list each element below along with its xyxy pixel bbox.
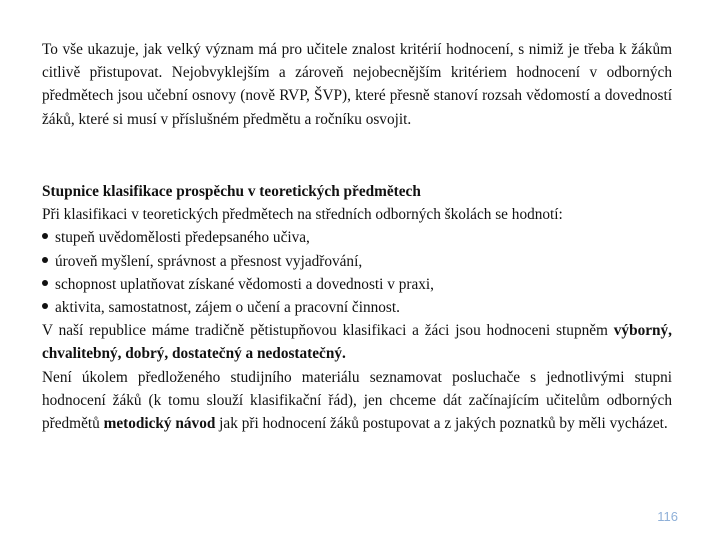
list-item-text: stupeň uvědomělosti předepsaného učiva, — [55, 229, 310, 247]
grades-list: výborný, chvalitebný, dobrý, dostatečný a nedostatečný. — [42, 322, 672, 363]
criteria-list — [42, 226, 672, 319]
bullet-icon — [42, 233, 48, 239]
list-item-text: schopnost uplatňovat získané vědomosti a dovednosti v praxi, — [55, 275, 434, 293]
list-item — [42, 226, 672, 249]
bullet-icon — [42, 257, 48, 263]
list-item — [42, 250, 672, 273]
list-item-text: aktivita, samostatnost, zájem o učení a pracovní činnost. — [55, 299, 400, 317]
page-number: 116 — [657, 509, 678, 524]
grades-paragraph — [42, 319, 672, 365]
closing-paragraph — [42, 366, 672, 436]
bullet-icon — [42, 280, 48, 286]
bullet-icon — [42, 303, 48, 309]
list-item-text: úroveň myšlení, správnost a přesnost vyjadřování, — [55, 252, 363, 270]
section-heading: Stupnice klasifikace prospěchu v teoretických předmětech — [42, 183, 421, 200]
method-guide-term: metodický návod — [103, 415, 216, 433]
grades-text: V naší republice máme tradičně pětistupňovou klasifikaci a žáci jsou hodnoceni stupněm — [42, 322, 614, 340]
list-item — [42, 273, 672, 296]
classification-section — [42, 180, 672, 435]
intro-paragraph: To vše ukazuje, jak velký význam má pro učitele znalost kritérií hodnocení, s nimiž je třeba k žákům citlivě přistupovat. Nejobvyklejším a zároveň nejobecnějším kritériem hodnocení v odborných předmětech jsou učební osnovy (nově RVP, ŠVP), které přesně stanoví rozsah vědomostí a dovedností žáků, které si musí v příslušném předmětu a ročníku osvojit. — [42, 41, 672, 128]
closing-text-end: jak při hodnocení žáků postupovat a z jakých poznatků by měli vycházet. — [215, 415, 668, 433]
closing-text-start: Není úkolem předloženého studijního materiálu seznamovat posluchače s jednotlivými stupni hodnocení žáků (k tomu slouží klasifikační řád), jen chceme dát začínajícím učitelům odborných předmětů — [42, 368, 672, 433]
list-item — [42, 296, 672, 319]
section-lead: Při klasifikaci v teoretických předmětech na středních odborných školách se hodnotí: — [42, 206, 563, 224]
